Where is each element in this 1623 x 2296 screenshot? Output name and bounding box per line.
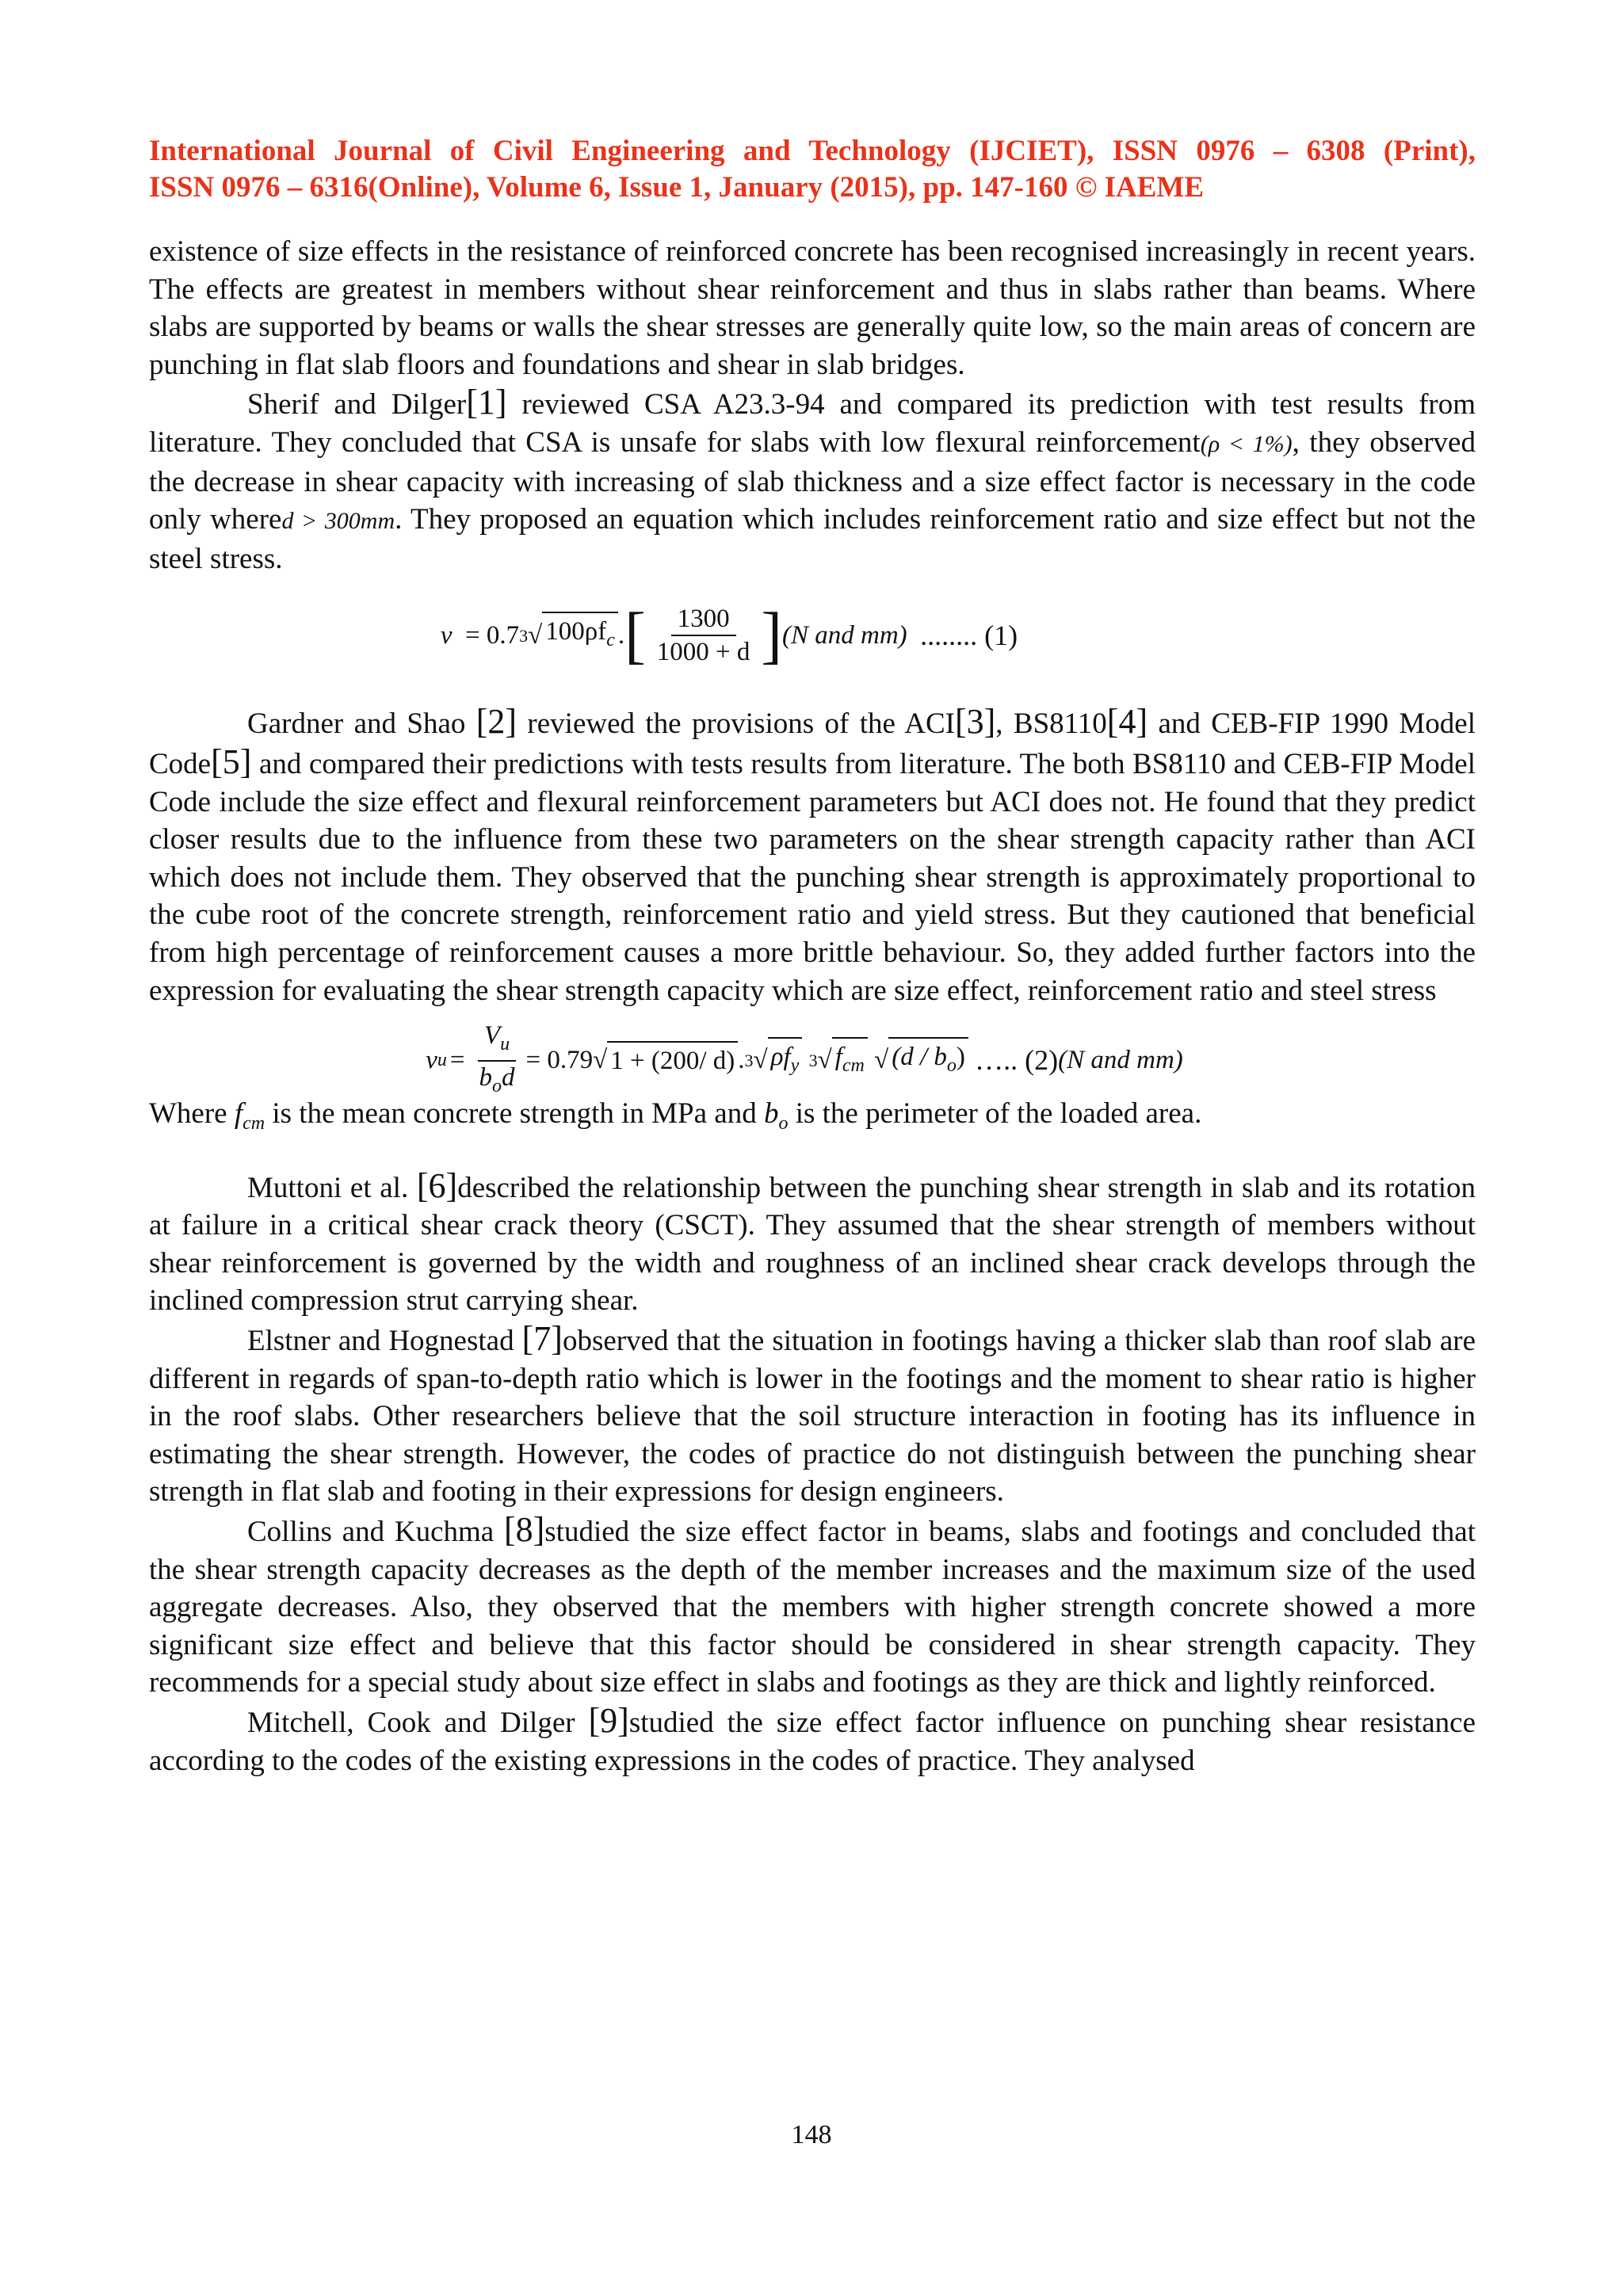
- paragraph-where: Where $f_{cm}$ is the mean concrete strength in MPa and $b_o$ is the perimeter of the loaded area.: [149, 1097, 1202, 1135]
- citation-6: [6]: [416, 1165, 458, 1205]
- article-body: [149, 233, 1476, 1779]
- citation-7: [7]: [521, 1319, 563, 1359]
- paragraph-gardner-shao: Gardner and Shao [2] reviewed the provisions of the ACI[3], BS8110[4] and CEB-FIP 1990 Model Code[5] and compared their predictions with tests results from literature. The both BS8110 and CEB-FIP Model Code include the size effect and flexural reinforcement parameters but ACI does not. He found that they predict closer results due to the influence from these two parameters on the shear strength capacity rather than ACI which does not include them. They observed that the punching shear strength is approximately proportional to the cube root of the concrete strength, reinforcement ratio and yield stress. But they cautioned that beneficial from high percentage of reinforcement causes a more brittle behaviour. So, they added further factors into the expression for evaluating the shear strength capacity which are size effect, reinforcement ratio and steel stress: [149, 702, 1476, 1007]
- equation-1: v = 0.7 3 √ $100\rho f_c$ . [ $\frac{1300}{1000 + d}$ ] (N and mm) ........ (1): [440, 601, 1018, 671]
- citation-3: [3]: [954, 702, 996, 742]
- header-line-2: ISSN 0976 – 6316(Online), Volume 6, Issue 1, January (2015), pp. 147-160 © IAEME: [149, 171, 1205, 204]
- paragraph-muttoni: Muttoni et al. [6]described the relationship between the punching shear strength in slab and its rotation at failure in a critical shear crack theory (CSCT). They assumed that the shear strength of members without shear reinforcement is governed by the width and roughness of an inclined shear crack develops through the inclined compression strut carrying shear.: [149, 1165, 1476, 1318]
- paragraph-elstner-hognestad: Elstner and Hognestad [7]observed that the situation in footings having a thicker slab than roof slab are different in regards of span-to-depth ratio which is lower in the footings and the moment to shear ratio is higher in the roof slabs. Other researchers believe that the soil structure interaction in footing has its influence in estimating the shear strength. However, the codes of practice do not distinguish between the punching shear strength in flat slab and footing in their expressions for design engineers.: [149, 1319, 1476, 1508]
- paragraph-mitchell-cook-dilger: Mitchell, Cook and Dilger [9]studied the size effect factor influence on punching shear resistance according to the codes of the existing expressions in the codes of practice. They analysed: [149, 1701, 1476, 1777]
- fraction-stress: $\frac{V_u}{b_od}$: [479, 1021, 515, 1097]
- paragraph-collins-kuchma: Collins and Kuchma [8]studied the size effect factor in beams, slabs and footings and concluded that the shear strength capacity decreases as the depth of the member increases and the maximum size of the used aggregate decreases. Also, they observed that the members with higher strength concrete showed a more significant size effect and believe that this factor should be considered in shear strength capacity. They recommends for a special study about size effect in slabs and footings as they are thick and lightly reinforced.: [149, 1510, 1476, 1699]
- citation-5: [5]: [211, 742, 252, 781]
- citation-1: [1]: [466, 383, 507, 422]
- page-number: 148: [791, 2120, 832, 2149]
- paragraph-sherif-dilger: Sherif and Dilger[1] reviewed CSA A23.3-94 and compared its prediction with test results from literature. They concluded that CSA is unsafe for slabs with low flexural reinforcement(ρ < 1%), they observed the decrease in shear capacity with increasing of slab thickness and a size effect factor is necessary in the code only whered > 300mm. They proposed an equation which includes reinforcement ratio and size effect but not the steel stress.: [149, 383, 1476, 575]
- condition-rho: (ρ < 1%): [1200, 430, 1293, 457]
- condition-depth: d > 300mm: [281, 508, 395, 535]
- equation-2-label: ….. (2): [975, 1044, 1059, 1077]
- fraction-size-factor: $\frac{1300}{1000 + d}$: [656, 605, 750, 667]
- citation-4: [4]: [1106, 702, 1148, 742]
- equation-2: v u = $\frac{V_u}{b_od}$ = 0.79 √ 1 + (200/ d) . 3 √ $\rho f_y$ 3 √ $f_{cm}$ √ $(d / b_o)$ ….. (2) (N and mm): [133, 1017, 1476, 1104]
- paragraph-size-effects: existence of size effects in the resistance of reinforced concrete has been recognised increasingly in recent years. The effects are greatest in members without shear reinforcement and thus in slabs rather than beams. Where slabs are supported by beams or walls the shear stresses are generally quite low, so the main areas of concern are punching in flat slab floors and foundations and shear in slab bridges.: [149, 235, 1476, 381]
- header-line-1: International Journal of Civil Engineering and Technology (IJCIET), ISSN 0976 – 6308 (Print),: [149, 135, 1476, 167]
- citation-8: [8]: [503, 1510, 545, 1550]
- journal-header: [149, 133, 1476, 206]
- citation-2: [2]: [475, 702, 517, 742]
- equation-1-label: ........ (1): [920, 619, 1018, 651]
- citation-9: [9]: [588, 1701, 629, 1740]
